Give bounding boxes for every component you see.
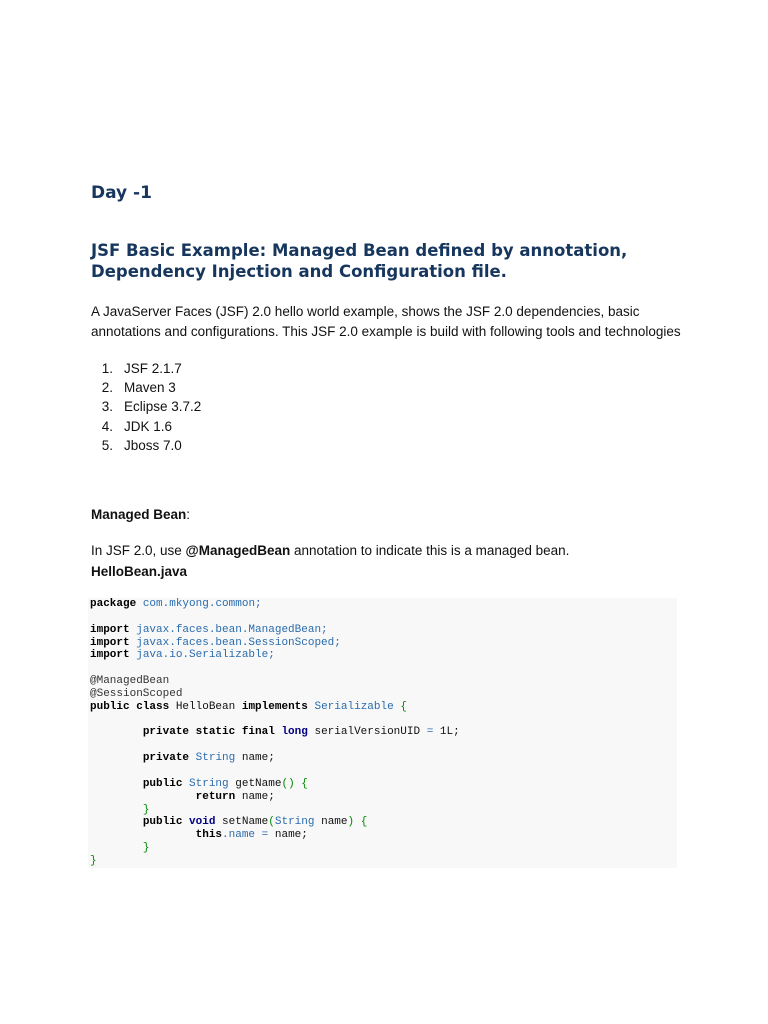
code-type: String bbox=[189, 777, 229, 790]
list-number: 5. bbox=[101, 437, 113, 453]
list-item-label: Eclipse 3.7.2 bbox=[124, 399, 202, 415]
usage-annotation: @ManagedBean bbox=[185, 543, 291, 558]
code-identifier: name bbox=[321, 816, 348, 829]
code-identifier: name; bbox=[241, 790, 275, 803]
code-operator: = bbox=[261, 829, 269, 842]
code-import-keyword: import bbox=[90, 636, 130, 649]
code-identifier: name; bbox=[241, 752, 275, 765]
list-item-label: JDK 1.6 bbox=[124, 418, 173, 434]
code-package-keyword: package bbox=[90, 598, 137, 610]
code-operator: = bbox=[426, 726, 434, 739]
code-brace: { bbox=[301, 777, 308, 790]
code-modifier: public bbox=[142, 816, 183, 829]
code-paren: ( bbox=[268, 816, 275, 829]
code-method-name: setName bbox=[222, 816, 269, 829]
code-block bbox=[88, 598, 677, 868]
file-name-label: HelloBean.java bbox=[91, 564, 188, 579]
code-brace: } bbox=[90, 854, 97, 867]
code-text bbox=[90, 598, 460, 868]
code-implements-keyword: implements bbox=[241, 700, 308, 713]
list-item-label: JSF 2.1.7 bbox=[124, 361, 182, 376]
managed-bean-heading bbox=[91, 507, 190, 522]
code-brace: { bbox=[400, 700, 407, 713]
list-number: 2. bbox=[101, 380, 113, 396]
code-type: long bbox=[281, 726, 308, 739]
code-class-name: HelloBean bbox=[175, 700, 236, 713]
usage-prefix: In JSF 2.0, use bbox=[91, 543, 186, 558]
list-number: 4. bbox=[101, 418, 113, 434]
code-identifier: serialVersionUID bbox=[314, 726, 421, 739]
page-title: JSF Basic Example: Managed Bean defined by annotation, Dependency Injection and Configuration file. bbox=[91, 241, 628, 281]
list-item-label: Maven 3 bbox=[124, 380, 176, 396]
code-modifier: private bbox=[142, 752, 190, 765]
tools-list bbox=[91, 359, 201, 455]
code-interface-name: Serializable bbox=[314, 700, 394, 713]
code-modifier: public bbox=[142, 777, 183, 790]
managed-bean-heading-text: Managed Bean bbox=[91, 507, 187, 522]
code-type: void bbox=[189, 816, 216, 829]
code-import-keyword: import bbox=[90, 623, 130, 636]
code-method-name: getName bbox=[235, 777, 282, 790]
code-import-keyword: import bbox=[90, 649, 130, 662]
code-brace: } bbox=[142, 842, 150, 855]
code-this-keyword: this bbox=[195, 829, 223, 842]
code-type: String bbox=[274, 816, 315, 829]
code-class-keyword: public class bbox=[90, 700, 170, 713]
day-heading: Day -1 bbox=[91, 183, 152, 203]
code-modifier: private static final bbox=[142, 726, 275, 739]
list-item bbox=[91, 397, 201, 416]
list-item bbox=[91, 436, 201, 455]
code-brace: { bbox=[360, 816, 368, 829]
usage-suffix: annotation to indicate this is a managed bean. bbox=[290, 543, 570, 558]
code-annotation: @ManagedBean bbox=[90, 675, 170, 688]
code-package-name: com.mkyong.common; bbox=[142, 598, 262, 610]
code-return-keyword: return bbox=[195, 790, 236, 803]
code-brace: } bbox=[142, 803, 150, 816]
code-type: String bbox=[195, 752, 236, 765]
code-paren: ) bbox=[347, 816, 355, 829]
list-item-label: Jboss 7.0 bbox=[124, 437, 182, 453]
list-number: 3. bbox=[101, 399, 113, 415]
code-field: .name bbox=[222, 829, 256, 842]
code-import-name: java.io.Serializable; bbox=[136, 649, 275, 662]
annotation-usage-line bbox=[91, 543, 569, 558]
code-literal: 1L; bbox=[439, 726, 460, 739]
intro-paragraph: A JavaServer Faces (JSF) 2.0 hello world example, shows the JSF 2.0 dependencies, basic annotations and configurations. This JSF 2.0 example is build with following tools and technologies bbox=[91, 304, 681, 339]
code-import-name: javax.faces.bean.SessionScoped; bbox=[136, 636, 341, 649]
code-annotation: @SessionScoped bbox=[90, 687, 183, 700]
list-number: 1. bbox=[101, 361, 113, 376]
list-item bbox=[91, 378, 201, 397]
list-item bbox=[91, 359, 201, 378]
code-parens: () bbox=[281, 777, 295, 790]
managed-bean-heading-colon: : bbox=[186, 507, 191, 522]
list-item bbox=[91, 417, 201, 436]
code-import-name: javax.faces.bean.ManagedBean; bbox=[136, 623, 328, 636]
code-identifier: name; bbox=[274, 829, 308, 842]
